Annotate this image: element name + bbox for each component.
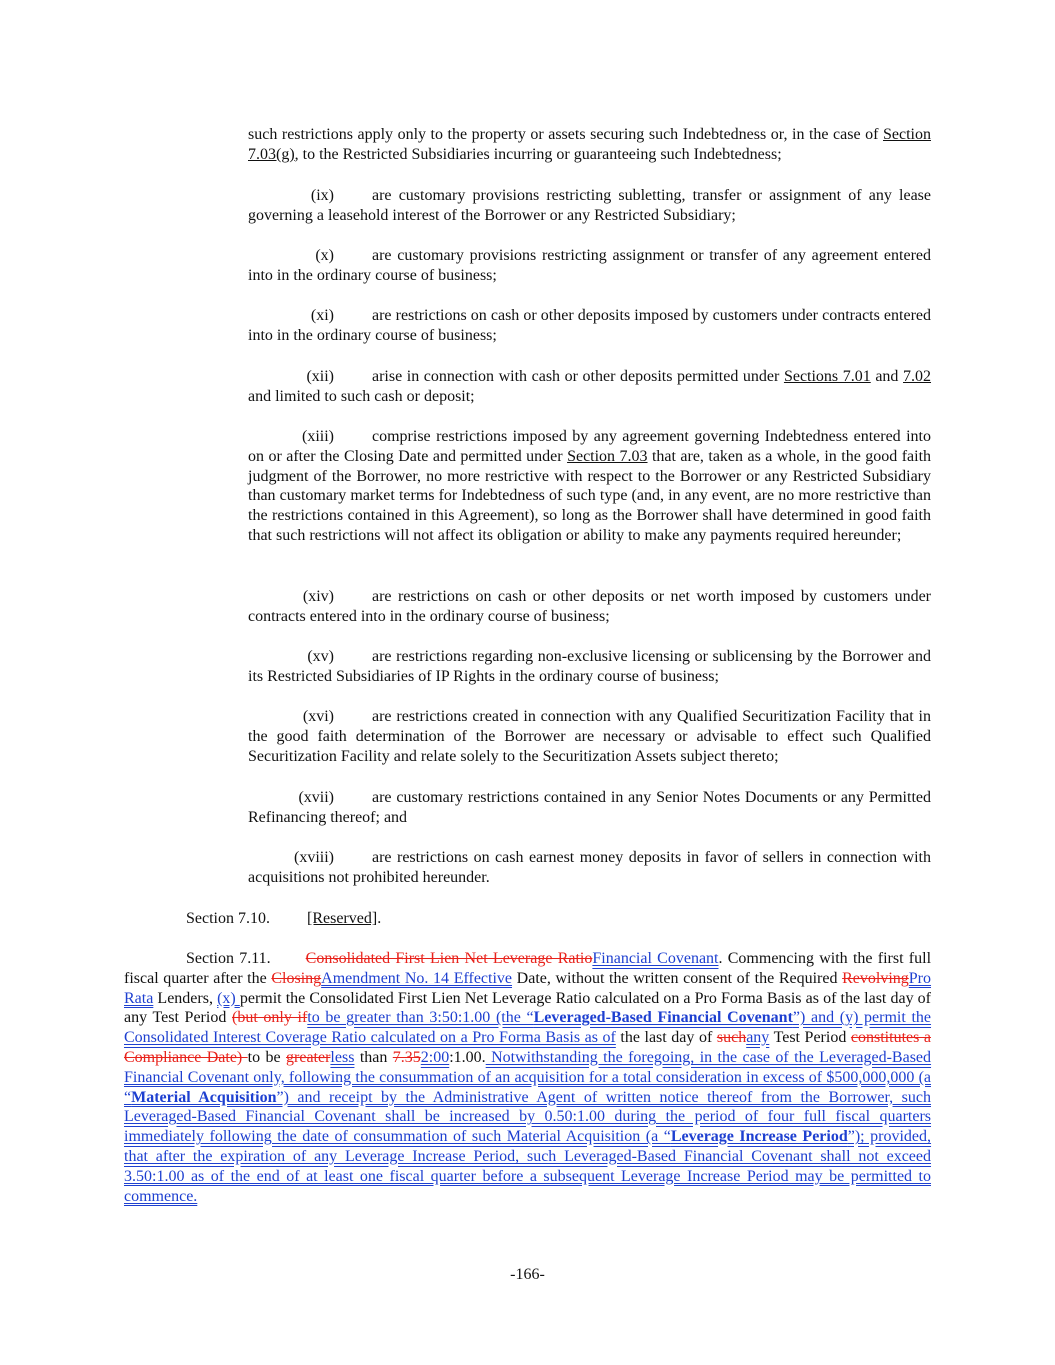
inserted-text: (x) bbox=[217, 989, 240, 1007]
paragraph-continuation: such restrictions apply only to the property or assets securing such Indebtedness or, in the case of Section 7.03(g), to the Restricted Subsidiaries incurring or guaranteeing such Indebtedness; bbox=[248, 126, 931, 163]
deleted-text: constitutes a Compliance Date) bbox=[124, 1029, 932, 1066]
section-7-10-title: [Reserved] bbox=[307, 910, 378, 927]
list-item-xiv: (xiv) are restrictions on cash or other deposits or net worth imposed by customers under contracts entered into in the ordinary course of business; bbox=[248, 588, 931, 625]
section-7-10-label: Section 7.10. bbox=[186, 910, 270, 927]
list-item-xii: (xii) arise in connection with cash or other deposits permitted under Sections 7.01 and 7.02 and limited to such cash or deposit; bbox=[248, 368, 932, 405]
deleted-text: 7.35 bbox=[392, 1048, 421, 1066]
list-item-xiii: (xiii) comprise restrictions imposed by any agreement governing Indebtedness entered into on or after the Closing Date and permitted under Section 7.03 that are, taken as a whole, in the good faith judgment of the Borrower, no more restrictive with respect to the Borrower or any Restricted Subsidiary than customary market terms for Indebtedness of such type (and, in any event, are no more restrictive than the restrictions contained in this Agreement), so long as the Borrower shall have determined in good faith that such restrictions will not affect its obligation or ability to make any payments required hereunder; bbox=[248, 428, 932, 544]
defined-term: Material Acquisition bbox=[131, 1088, 277, 1106]
inserted-text: less bbox=[330, 1048, 355, 1066]
inserted-text: Notwithstanding the foregoing, in the case of the Leveraged-Based Financial Covenant only, following the consummation of an acquisition for a total consideration in excess of $500,000,000 (a “Material Acquisition”) and receipt by the Administrative Agent of written notice thereof from the Borrower, such Leveraged-Based Financial Covenant shall be increased by 0.50:1.00 during the period of four full fiscal quarters immediately following the date of consummation of such Material Acquisition (a “Leverage Increase Period”); provided, that after the expiration of any Leverage Increase Period, such Leveraged-Based Financial Covenant shall not exceed 3.50:1.00 as of the end of at least one fiscal quarter before a subsequent Leverage Increase Period may be permitted to commence. bbox=[124, 1048, 932, 1205]
deleted-text: Consolidated First Lien Net Leverage Ratio bbox=[305, 950, 593, 967]
list-item-xi: (xi) are restrictions on cash or other deposits imposed by customers under contracts entered into in the ordinary course of business; bbox=[248, 307, 931, 344]
inserted-text: to be greater than 3:50:1.00 (the “Leveraged-Based Financial Covenant”) and (y) permit the Consolidated Interest Coverage Ratio calculated on a Pro Forma Basis as of bbox=[124, 1009, 932, 1047]
deleted-text: such bbox=[716, 1029, 747, 1047]
defined-term: Leverage Increase Period bbox=[670, 1128, 848, 1146]
section-ref-7-02[interactable]: 7.02 bbox=[903, 368, 932, 385]
section-7-10: Section 7.10. [Reserved]. bbox=[186, 910, 382, 927]
inserted-text: Amendment No. 14 Effective bbox=[321, 969, 513, 987]
section-7-11: Section 7.11. Consolidated First Lien Net Leverage RatioFinancial Covenant. Commencing with the first full fiscal quarter after the ClosingAmendment No. 14 Effective Date, without the written consent of the Required RevolvingPro Rata Lenders, (x) permit the Consolidated First Lien Net Leverage Ratio calculated on a Pro Forma Basis as of the last day of any Test Period (but only ifto be greater than 3:50:1.00 (the “Leveraged-Based Financial Covenant”) and (y) permit the Consolidated Interest Coverage Ratio calculated on a Pro Forma Basis as of the last day of suchany Test Period constitutes a Compliance Date) to be greaterless than 7.352:00:1.00. Notwithstanding the foregoing, in the case of the Leveraged-Based Financial Covenant only, following the consummation of an acquisition for a total consideration in excess of $500,000,000 (a “Material Acquisition”) and receipt by the Administrative Agent of written notice thereof from the Borrower, such Leveraged-Based Financial Covenant shall be increased by 0.50:1.00 during the period of four full fiscal quarters immediately following the date of consummation of such Material Acquisition (a “Leverage Increase Period”); provided, that after the expiration of any Leverage Increase Period, such Leveraged-Based Financial Covenant shall not exceed 3.50:1.00 as of the end of at least one fiscal quarter before a subsequent Leverage Increase Period may be permitted to commence. bbox=[124, 950, 932, 1205]
list-item-xv: (xv) are restrictions regarding non-exclusive licensing or sublicensing by the Borrower and its Restricted Subsidiaries of IP Rights in the ordinary course of business; bbox=[248, 648, 931, 685]
defined-term: Leveraged-Based Financial Covenant bbox=[533, 1009, 793, 1027]
deleted-text: greater bbox=[286, 1048, 331, 1066]
inserted-text: any bbox=[746, 1029, 770, 1047]
page-number: -166- bbox=[510, 1266, 545, 1283]
inserted-text: Financial Covenant bbox=[592, 950, 719, 967]
list-item-x: (x) are customary provisions restricting assignment or transfer of any agreement entered into in the ordinary course of business; bbox=[248, 247, 931, 284]
list-item-xvii: (xvii) are customary restrictions contained in any Senior Notes Documents or any Permitted Refinancing thereof; and bbox=[248, 789, 931, 826]
inserted-text: Pro Rata bbox=[124, 969, 932, 1007]
section-ref-7-03[interactable]: Section 7.03 bbox=[567, 447, 648, 465]
list-item-xvi: (xvi) are restrictions created in connection with any Qualified Securitization Facility that in the good faith determination of the Borrower are necessary or advisable to effect such Qualified Securitization Facility and relate solely to the Securitization Assets subject thereto; bbox=[248, 708, 931, 765]
section-7-11-label: Section 7.11. bbox=[186, 950, 271, 967]
list-item-ix: (ix) are customary provisions restricting subletting, transfer or assignment of any lease governing a leasehold interest of the Borrower or any Restricted Subsidiary; bbox=[248, 187, 931, 224]
inserted-text: 2:00 bbox=[420, 1048, 450, 1066]
list-item-xviii: (xviii) are restrictions on cash earnest money deposits in favor of sellers in connection with acquisitions not prohibited hereunder. bbox=[248, 849, 931, 886]
section-ref-7-01[interactable]: Sections 7.01 bbox=[783, 368, 871, 385]
deleted-text: Revolving bbox=[842, 969, 909, 987]
deleted-text: Closing bbox=[271, 969, 322, 987]
section-ref-7-03g[interactable]: Section 7.03(g) bbox=[248, 126, 931, 163]
deleted-text: (but only if bbox=[231, 1009, 308, 1027]
